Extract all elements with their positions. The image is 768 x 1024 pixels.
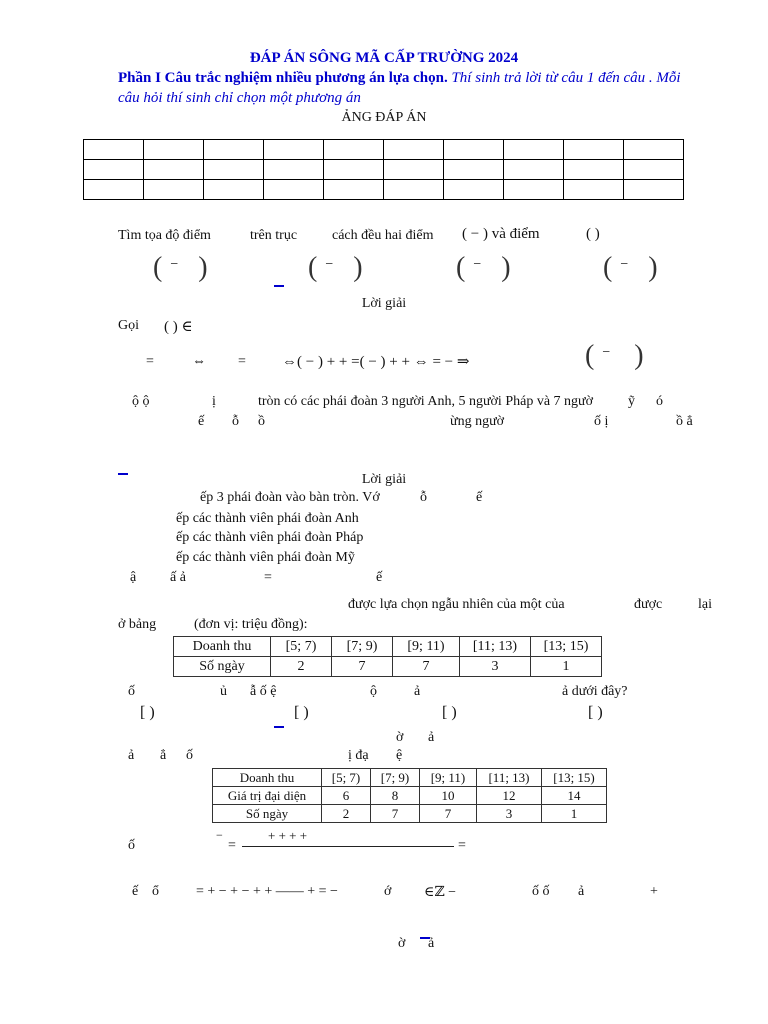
q2-line2-f: ồ ẳ	[676, 414, 693, 429]
q3-intro: được lựa chọn ngẫu nhiên của một của	[348, 597, 565, 612]
q3-last-f: ố ố	[532, 884, 550, 899]
q3-unit: (đơn vị: triệu đồng):	[194, 617, 308, 632]
table-cell: 7	[393, 657, 460, 677]
q3-option-b-marker	[274, 717, 284, 733]
q3-last-e: ∈ℤ −	[424, 885, 456, 900]
table-header-cell: [5; 7)	[271, 637, 332, 657]
q3-last-h: +	[650, 884, 658, 899]
q2-step1: ếp 3 phái đoàn vào bàn tròn. Vớ	[200, 490, 380, 505]
q2-line2-c: ồ	[258, 414, 265, 429]
q3-solution-b: ả	[428, 730, 435, 745]
q1-option-a: ( − )	[153, 252, 208, 283]
q2-step2: ếp các thành viên phái đoàn Anh	[176, 511, 359, 526]
part1-heading: Phần I Câu trắc nghiệm nhiều phương án lựa chọn.	[118, 70, 448, 86]
table-row	[213, 805, 607, 823]
fraction-bar	[242, 846, 454, 847]
q1-stem-a: Tìm tọa độ điểm	[118, 228, 211, 243]
q3-mean-numerator: + + + +	[268, 828, 308, 843]
q1-stem-c: cách đều hai điểm	[332, 228, 434, 243]
table-row	[174, 657, 602, 677]
q2-step1-b: ỗ	[420, 490, 427, 505]
q2-step5-a: ậ	[130, 570, 137, 585]
q2-line1-c: tròn có các phái đoàn 3 người Anh, 5 người Pháp và 7 ngườ	[258, 394, 594, 409]
q3-question-f: ả dưới đây?	[562, 684, 628, 699]
table-header-cell: [5; 7)	[322, 769, 371, 787]
q2-step5-d: ế	[376, 570, 383, 585]
q3-representative-table	[212, 768, 607, 823]
q3-last-g: ả	[578, 884, 585, 899]
q3-option-c: [ )	[442, 704, 457, 721]
q3-intro-c: lại	[698, 597, 712, 612]
q3-intro2: ở bảng	[118, 617, 157, 632]
answer-table-row	[84, 180, 684, 200]
table-row-label: Số ngày	[174, 657, 271, 677]
table-header-cell: [7; 9)	[371, 769, 420, 787]
table-cell: 7	[332, 657, 393, 677]
q2-line2-d: ừng ngườ	[450, 414, 505, 429]
q3-option-a: [ )	[140, 704, 155, 721]
q2-step3: ếp các thành viên phái đoàn Pháp	[176, 530, 364, 545]
q3-option-d: [ )	[588, 704, 603, 721]
q1-stem-e: ( )	[586, 226, 600, 242]
part1-instruction	[118, 70, 681, 87]
table-header-cell: [9; 11)	[393, 637, 460, 657]
table-cell: 6	[322, 787, 371, 805]
page-title: ĐÁP ÁN SÔNG MÃ CẤP TRƯỜNG 2024	[249, 50, 519, 66]
q2-step1-c: ế	[476, 490, 483, 505]
q3-last-a: ế	[132, 884, 139, 899]
q3-revenue-table	[173, 636, 602, 677]
q1-eq1: =	[146, 354, 154, 369]
part1-instruction-line2: câu hỏi thí sinh chỉ chọn một phương án	[118, 90, 361, 106]
q2-line2-b: ỗ	[232, 414, 239, 429]
answer-table-row	[84, 140, 684, 160]
q3-question-d: ộ	[370, 684, 377, 699]
q1-option-c: ( − )	[456, 252, 511, 283]
table-header-cell: [9; 11)	[420, 769, 477, 787]
q1-solution-label: Lời giải	[361, 296, 407, 311]
table-header-cell: Doanh thu	[213, 769, 322, 787]
table-cell: 1	[531, 657, 602, 677]
q1-stem-b: trên trục	[250, 228, 298, 243]
q1-eq2: =	[238, 354, 246, 369]
q1-answer: ( − )	[585, 340, 644, 371]
q2-line1-d: ỹ	[628, 394, 635, 409]
q2-line2-a: ế	[198, 414, 205, 429]
table-cell: 1	[542, 805, 607, 823]
answer-table-row	[84, 160, 684, 180]
table-row	[213, 787, 607, 805]
q3-end-a: ờ	[398, 936, 406, 951]
table-header-cell: [11; 13)	[477, 769, 542, 787]
table-header-cell: [7; 9)	[332, 637, 393, 657]
table-cell: 12	[477, 787, 542, 805]
table-header-cell: [13; 15)	[531, 637, 602, 657]
q2-solution-label: Lời giải	[361, 472, 407, 487]
table-row-label: Giá trị đại diện	[213, 787, 322, 805]
q3-mean-eq: =	[228, 838, 236, 853]
answer-table	[83, 139, 684, 200]
q3-sol2-a: ả	[128, 748, 135, 763]
q3-mean-a: ố	[128, 838, 135, 853]
q3-question-b: ủ	[220, 684, 227, 699]
q3-sol2-d: ị đạ	[348, 748, 369, 763]
q3-mean-eq2: =	[458, 838, 466, 853]
q2-step5-b: ấ ả	[170, 570, 186, 585]
table-cell: 2	[322, 805, 371, 823]
table-header-cell: Doanh thu	[174, 637, 271, 657]
table-header-cell: [13; 15)	[542, 769, 607, 787]
q2-line1-b: ị	[212, 394, 216, 409]
table-cell: 8	[371, 787, 420, 805]
q3-question-c: ẫ ố ệ	[250, 684, 277, 699]
q3-sol2-e: ệ	[396, 748, 403, 763]
answer-table-title: ẢNG ĐÁP ÁN	[341, 110, 427, 125]
q1-stem-d: ( − ) và điểm	[462, 226, 540, 242]
q3-solution-a: ờ	[396, 730, 404, 745]
table-row	[213, 769, 607, 787]
table-cell: 2	[271, 657, 332, 677]
q3-intro-b: được	[634, 597, 663, 612]
q3-last-b: ổ	[152, 884, 159, 899]
q2-step4: ếp các thành viên phái đoàn Mỹ	[176, 550, 355, 565]
q1-iff1: ⇔	[192, 354, 206, 369]
q2-line2-e: ố ị	[594, 414, 609, 429]
table-cell: 10	[420, 787, 477, 805]
table-row	[174, 637, 602, 657]
q1-option-d: ( − )	[603, 252, 658, 283]
q3-sol2-b: ẳ	[160, 748, 167, 763]
q1-option-b: ( − )	[308, 252, 363, 283]
q1-let: Gọi	[118, 318, 139, 333]
table-cell: 3	[477, 805, 542, 823]
q3-last-d: ớ	[384, 884, 392, 899]
q3-sol2-c: ố	[186, 748, 193, 763]
q3-mean-bar: −	[216, 828, 223, 842]
q3-question-a: ố	[128, 684, 135, 699]
table-cell: 14	[542, 787, 607, 805]
q3-question-e: ả	[414, 684, 421, 699]
q2-line1-e: ó	[656, 394, 663, 409]
table-row-label: Số ngày	[213, 805, 322, 823]
q3-option-b: [ )	[294, 704, 309, 721]
q1-let-expr: ( ) ∈	[164, 319, 193, 335]
table-cell: 7	[420, 805, 477, 823]
q1-option-b-marker	[274, 276, 284, 292]
table-cell: 7	[371, 805, 420, 823]
table-header-cell: [11; 13)	[460, 637, 531, 657]
q3-last-c: = + − + − + + —— + = −	[196, 884, 338, 899]
q2-step5-c: =	[264, 570, 272, 585]
q2-line1-a: ộ ộ	[132, 394, 150, 409]
table-cell: 3	[460, 657, 531, 677]
part1-instruction-text: Thí sinh trả lời từ câu 1 đến câu . Mỗi	[447, 70, 681, 86]
q1-chain: ⇔( − ) + + =( − ) + + ⇔ = − ⇒	[282, 354, 470, 370]
q3-end-b: ả	[428, 936, 435, 951]
